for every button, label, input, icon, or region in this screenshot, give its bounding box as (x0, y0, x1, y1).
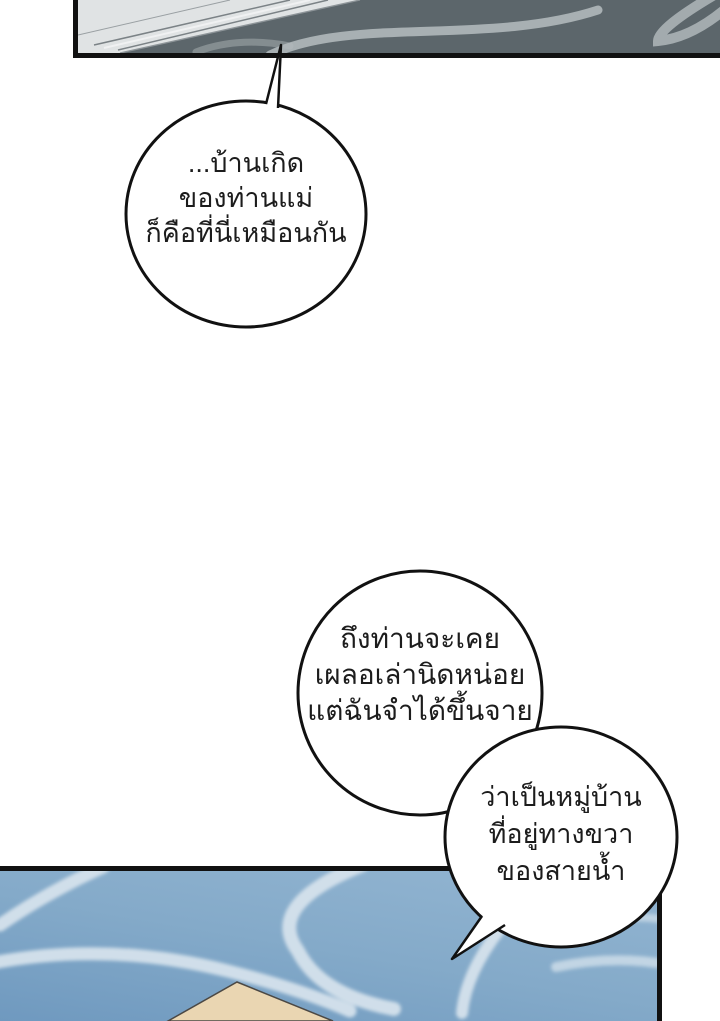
bubble-3-line-3: ของสายน้ำ (496, 856, 626, 886)
bubble-1-line-3: ก็คือที่นี่เหมือนกัน (145, 218, 347, 248)
speech-bubble-3-text (411, 779, 711, 890)
bubble-3-line-2: ที่อยู่ทางขวา (488, 819, 634, 849)
speech-bubble-3-tail (452, 916, 505, 959)
bubble-2-line-2: เผลอเล่านิดหน่อย (314, 659, 526, 690)
speech-bubble-1-text (86, 146, 406, 251)
bubble-1-line-2: ของท่านแม่ (178, 183, 314, 213)
bubble-3-line-1: ว่าเป็นหมู่บ้าน (480, 782, 642, 812)
bubble-2-line-3: แต่ฉันจำได้ขึ้นจาย (307, 695, 533, 726)
bubble-2-line-1: ถึงท่านจะเคย (339, 623, 501, 654)
speech-bubble-2-text (258, 621, 582, 729)
speech-bubble-1-tail (266, 45, 281, 108)
bubble-1-line-1: ...บ้านเกิด (187, 148, 305, 178)
